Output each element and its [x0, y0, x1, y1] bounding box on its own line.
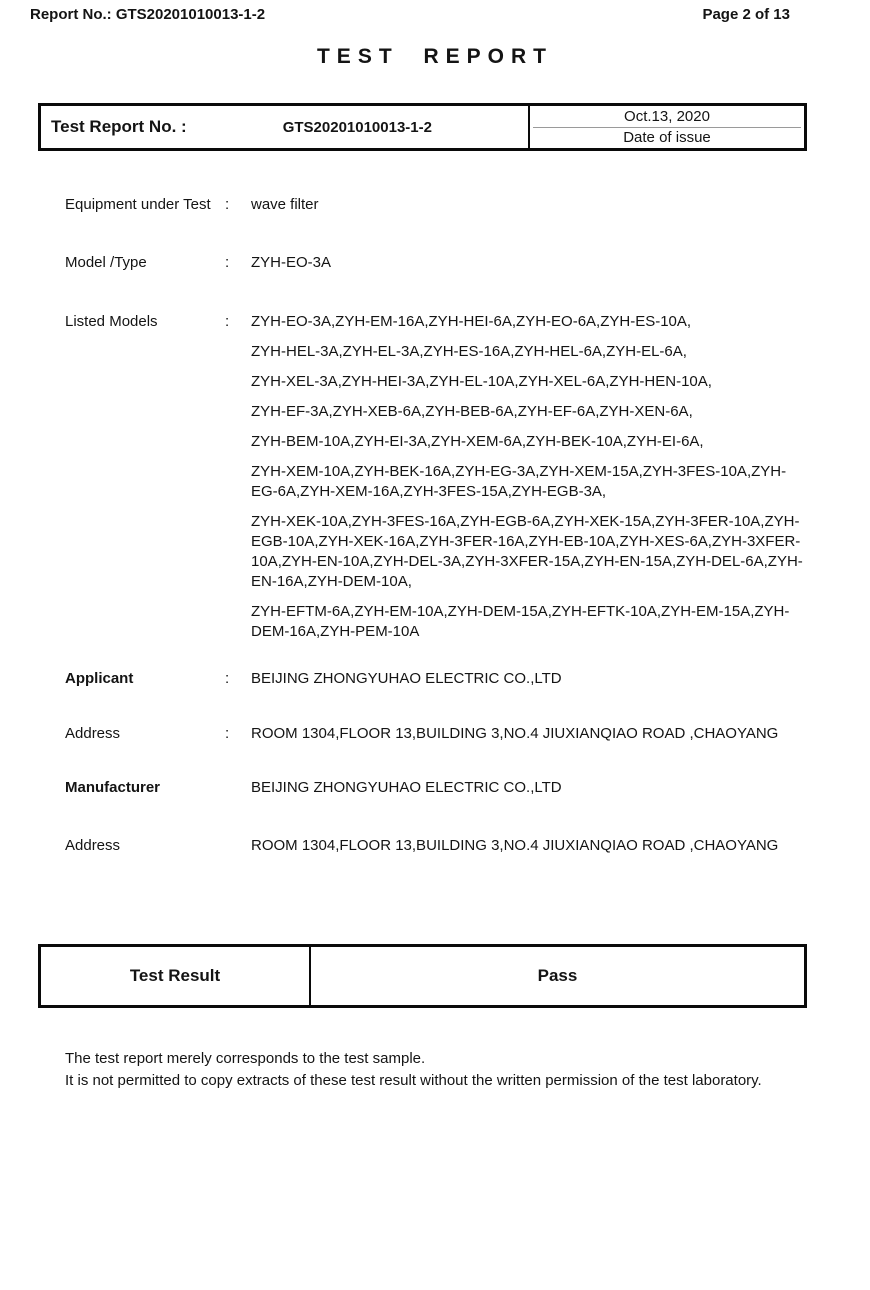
models-paragraph: ZYH-XEK-10A,ZYH-3FES-16A,ZYH-EGB-6A,ZYH-XEK-15A,ZYH-3FER-10A,ZYH-EGB-10A,ZYH-XEK-16A,ZYH-3FER-16A,ZYH-EB-10A,ZYH-XES-6A,ZYH-3XFER-10A,ZYH-EN-10A,ZYH-DEL-3A,ZYH-3XFER-15A,ZYH-EN-15A,ZYH-DEL-6A,ZYH-EN-16A,ZYH-DEM-10A,: [251, 513, 803, 590]
field-manufacturer-address: [65, 836, 810, 856]
manufacturer-address-value: ROOM 1304,FLOOR 13,BUILDING 3,NO.4 JIUXIANQIAO ROAD ,CHAOYANG: [251, 837, 779, 854]
models-paragraph: ZYH-HEL-3A,ZYH-EL-3A,ZYH-ES-16A,ZYH-HEL-6A,ZYH-EL-6A,: [251, 343, 687, 360]
manufacturer-label: Manufacturer: [65, 779, 161, 796]
test-result-table: [38, 944, 807, 1008]
field-equipment-under-test: [65, 195, 810, 215]
listed-models-label: Listed Models: [65, 313, 158, 330]
listed-models-value: [251, 312, 810, 642]
issue-date: Oct.13, 2020: [624, 107, 710, 125]
applicant-value: BEIJING ZHONGYUHAO ELECTRIC CO.,LTD: [251, 670, 562, 687]
applicant-address-colon: :: [225, 725, 230, 742]
equipment-colon: :: [225, 196, 230, 213]
manufacturer-colon: [225, 778, 251, 798]
models-paragraph: ZYH-XEL-3A,ZYH-HEI-3A,ZYH-EL-10A,ZYH-XEL-6A,ZYH-HEN-10A,: [251, 373, 712, 390]
field-applicant-address: [65, 724, 810, 744]
header-page-number: Page 2 of 13: [702, 6, 790, 23]
report-number-cell: [41, 106, 530, 148]
model-label: Model /Type: [65, 254, 147, 271]
model-colon: :: [225, 254, 230, 271]
equipment-value: wave filter: [251, 196, 319, 213]
report-number-value: GTS20201010013-1-2: [282, 118, 432, 136]
manufacturer-address-label: Address: [65, 837, 121, 854]
field-manufacturer: [65, 778, 810, 798]
models-paragraph: ZYH-EFTM-6A,ZYH-EM-10A,ZYH-DEM-15A,ZYH-EFTK-10A,ZYH-EM-15A,ZYH-DEM-16A,ZYH-PEM-10A: [251, 603, 790, 640]
page-title: TEST REPORT: [316, 45, 553, 68]
manufacturer-value: BEIJING ZHONGYUHAO ELECTRIC CO.,LTD: [251, 779, 562, 796]
equipment-label: Equipment under Test: [65, 196, 211, 213]
manufacturer-address-colon: [225, 836, 251, 856]
disclaimer-line-1: The test report merely corresponds to the test sample.: [65, 1050, 426, 1067]
report-number-label: Test Report No. :: [51, 117, 187, 136]
models-paragraph: ZYH-EO-3A,ZYH-EM-16A,ZYH-HEI-6A,ZYH-EO-6A,ZYH-ES-10A,: [251, 313, 692, 330]
field-model-type: [65, 253, 810, 273]
models-paragraph: ZYH-BEM-10A,ZYH-EI-3A,ZYH-XEM-6A,ZYH-BEK-10A,ZYH-EI-6A,: [251, 433, 704, 450]
models-paragraph: ZYH-EF-3A,ZYH-XEB-6A,ZYH-BEB-6A,ZYH-EF-6A,ZYH-XEN-6A,: [251, 403, 693, 420]
listed-models-colon: :: [225, 313, 230, 330]
header-report-no: Report No.: GTS20201010013-1-2: [30, 6, 266, 23]
disclaimer-line-2: It is not permitted to copy extracts of these test result without the written permission of the test laboratory.: [65, 1072, 762, 1089]
date-of-issue-caption: Date of issue: [623, 129, 711, 147]
test-result-label: Test Result: [41, 947, 311, 1005]
report-number-table: [38, 103, 807, 151]
date-of-issue-cell: [530, 106, 804, 148]
running-header: [0, 0, 870, 23]
applicant-colon: :: [225, 670, 230, 687]
applicant-label: Applicant: [65, 670, 134, 687]
models-paragraph: ZYH-XEM-10A,ZYH-BEK-16A,ZYH-EG-3A,ZYH-XEM-15A,ZYH-3FES-10A,ZYH-EG-6A,ZYH-XEM-16A,ZYH-3FES-15A,ZYH-EGB-3A,: [251, 463, 787, 500]
model-value: ZYH-EO-3A: [251, 254, 332, 271]
field-listed-models: [65, 312, 810, 642]
applicant-address-label: Address: [65, 725, 121, 742]
report-fields: [65, 195, 810, 856]
test-result-value: Pass: [537, 966, 578, 985]
disclaimer: [65, 1048, 830, 1092]
field-applicant: [65, 669, 810, 689]
applicant-address-value: ROOM 1304,FLOOR 13,BUILDING 3,NO.4 JIUXIANQIAO ROAD ,CHAOYANG: [251, 725, 779, 742]
